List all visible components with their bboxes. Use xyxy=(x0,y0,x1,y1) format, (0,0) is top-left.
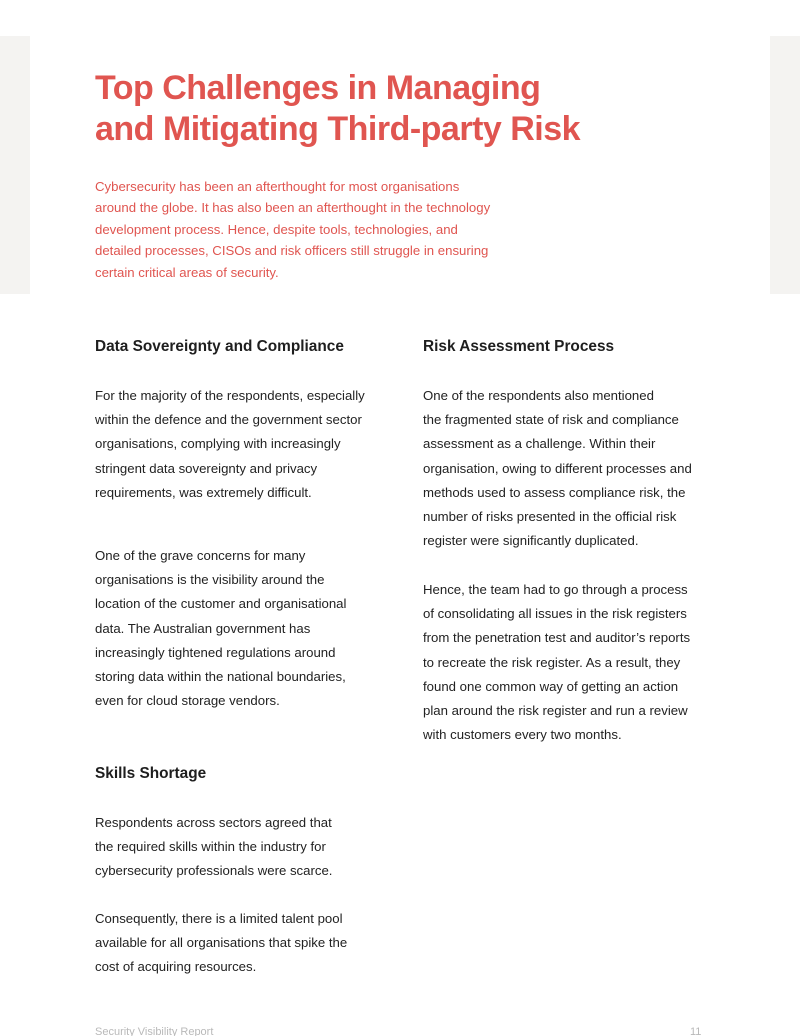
paragraph-line: organisations, complying with increasingly xyxy=(95,436,341,452)
paragraph-line: even for cloud storage vendors. xyxy=(95,693,280,709)
paragraph xyxy=(95,811,332,884)
paragraph-line: requirements, was extremely difficult. xyxy=(95,484,312,500)
intro-line: certain critical areas of security. xyxy=(95,264,279,280)
paragraph-line: available for all organisations that spike the xyxy=(95,935,348,951)
paragraph-line: For the majority of the respondents, especially xyxy=(95,388,365,403)
paragraph-line: organisations is the visibility around the xyxy=(95,572,325,588)
paragraph-line: register were significantly duplicated. xyxy=(423,533,639,549)
paragraph-line: of consolidating all issues in the risk registers xyxy=(423,606,687,622)
paragraph-line: with customers every two months. xyxy=(423,727,622,743)
paragraph-line: to recreate the risk register. As a result, they xyxy=(423,654,681,670)
paragraph-line: One of the respondents also mentioned xyxy=(423,388,654,403)
intro-line: development process. Hence, despite tools, technologies, and xyxy=(95,221,458,237)
paragraph-line: data. The Australian government has xyxy=(95,620,311,636)
paragraph-line: from the penetration test and auditor’s reports xyxy=(423,630,691,646)
paragraph-line: location of the customer and organisational xyxy=(95,596,347,612)
section-heading-data-sovereignty: Data Sovereignty and Compliance xyxy=(95,338,344,355)
paragraph-line: storing data within the national boundaries, xyxy=(95,669,346,685)
paragraph-line: assessment as a challenge. Within their xyxy=(423,436,656,452)
page-number: 11 xyxy=(690,1026,702,1036)
intro-paragraph xyxy=(95,176,525,283)
paragraph xyxy=(95,907,347,980)
section-heading-risk-assessment: Risk Assessment Process xyxy=(423,338,615,355)
paragraph xyxy=(423,384,692,553)
intro-line: around the globe. It has also been an afterthought in the technology xyxy=(95,200,491,216)
paragraph xyxy=(95,384,365,505)
title-line: Top Challenges in Managing xyxy=(95,69,541,107)
paragraph-line: cybersecurity professionals were scarce. xyxy=(95,863,333,879)
section-heading-skills-shortage: Skills Shortage xyxy=(95,765,207,782)
page-title xyxy=(95,68,715,150)
paragraph-line: found one common way of getting an action xyxy=(423,678,679,694)
paragraph-line: within the defence and the government sector xyxy=(95,412,362,428)
paragraph-line: plan around the risk register and run a review xyxy=(423,703,688,719)
paragraph-line: One of the grave concerns for many xyxy=(95,548,306,563)
paragraph-line: number of risks presented in the official risk xyxy=(423,509,677,525)
intro-line: Cybersecurity has been an afterthought for most organisations xyxy=(95,179,460,194)
paragraph-line: cost of acquiring resources. xyxy=(95,959,257,975)
paragraph xyxy=(423,578,690,747)
paragraph-line: Consequently, there is a limited talent pool xyxy=(95,911,343,926)
intro-line: detailed processes, CISOs and risk officers still struggle in ensuring xyxy=(95,243,489,259)
paragraph-line: the required skills within the industry for xyxy=(95,839,326,855)
paragraph-line: Hence, the team had to go through a process xyxy=(423,582,688,597)
title-line: and Mitigating Third-party Risk xyxy=(95,110,581,148)
paragraph-line: increasingly tightened regulations around xyxy=(95,644,336,660)
paragraph-line: stringent data sovereignty and privacy xyxy=(95,460,318,476)
footer-text: Security Visibility Report xyxy=(95,1026,214,1036)
paragraph-line: organisation, owing to different processes and xyxy=(423,460,692,476)
paragraph-line: the fragmented state of risk and compliance xyxy=(423,412,679,428)
paragraph-line: methods used to assess compliance risk, the xyxy=(423,484,686,500)
paragraph xyxy=(95,544,346,713)
paragraph-line: Respondents across sectors agreed that xyxy=(95,815,332,830)
